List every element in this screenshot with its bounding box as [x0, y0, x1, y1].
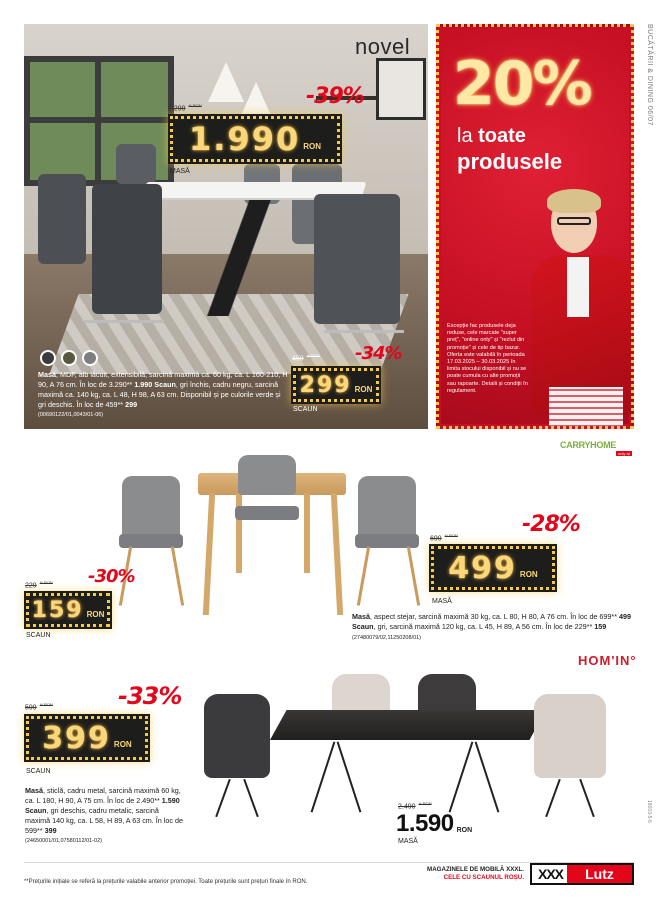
s2-chair-old-price: 229 $^{** RON}$ [25, 580, 53, 590]
hero-product-description: Masă, MDF, alb lăcuit, extensibilă, sarcină maximă ca. 60 kg, ca. L 160-210, H 90, A 76 cm. În loc de 3.290** 1.990 Scaun, gri închis, cadru negru, sarcină maximă ca. 140 kg, ca. L 48, H 98, A 63 cm. Disponibil și pe culorile verde și gri deschis. În loc de 459** 299 (00690122/01,0043/01-06) [38, 370, 288, 418]
dining-chair-grey [314, 194, 400, 324]
chair-label: SCAUN [293, 406, 318, 413]
s2-table-old-price: 699 $^{** RON}$ [430, 533, 458, 543]
s3-chair-discount-badge: -33% [118, 682, 182, 710]
grey-chair-right [358, 476, 416, 538]
table-label: MASĂ [170, 168, 190, 175]
wall-picture [376, 58, 426, 120]
glasses-icon [557, 217, 591, 225]
grey-chair-left [122, 476, 180, 538]
table-discount-badge: -39% [306, 84, 364, 109]
s3-table-price-block: 1.590 RON [396, 810, 473, 837]
beige-armchair-right [534, 694, 606, 778]
brand-carryhome: CARRYHOME [560, 440, 616, 450]
xxxlutz-logo: XXX Lutz [530, 863, 634, 885]
section-header-vertical: BUCĂTĂRII & DINING 06/07 [646, 24, 653, 126]
chair-old-price: 459 $^{** RON}$ [292, 353, 320, 363]
glass-dining-table [270, 710, 546, 740]
brand-carryhome-badge: only at [618, 451, 630, 456]
chair-price-tag: 299 RON [293, 368, 379, 402]
s3-chair-price-tag: 399 RON [26, 716, 148, 760]
s2-table-discount-badge: -28% [522, 512, 580, 537]
grey-chair-back [238, 455, 296, 495]
s2-product-description: Masă, aspect stejar, sarcină maximă 30 kg, ca. L 80, H 80, A 76 cm. În loc de 699** 499 Scaun, gri, sarcină maximă 120 kg, ca. L 45, H 89, A 56 cm. În loc de 229** 159 (27480079/02,11250208/01) [352, 612, 632, 641]
table-old-price: 3.299 $^{** RON}$ [168, 103, 202, 113]
chair-discount-badge: -34% [355, 343, 402, 364]
price-footnote: **Prețurile inițiale se referă la prețurile valabile anterior promoției. Toate prețurile sunt prețuri finale în RON. [24, 879, 308, 885]
table-price-tag: 1.990 RON [170, 116, 340, 162]
s3-chair-price: 399 [42, 720, 111, 756]
s3-table-old-price: 2.490 $^{** RON}$ [398, 801, 432, 811]
s2-chair-price-tag: 159 RON [26, 593, 110, 627]
brand-homin: HOM'IN° [578, 653, 637, 668]
s2-table-price-tag: 499 RON [431, 546, 555, 590]
s2-table-price: 499 [448, 550, 517, 586]
document-code: 18003-5-6 [646, 800, 652, 823]
s3-product-description: Masă, sticlă, cadru metal, sarcină maximă 60 kg, ca. L 180, H 90, A 75 cm. În loc de 2.490** 1.590 Scaun, gri deschis, cadru metalic, sarcină maximă 140 kg, ca. L 58, H 89, A 63 cm. În loc de 599** 399 (24650001/01,07580112/01-02) [25, 786, 183, 844]
swatch-green [61, 350, 77, 366]
brand-novel: novel [355, 34, 411, 59]
s2-chair-discount-badge: -30% [88, 566, 135, 587]
swatch-dark-grey [40, 350, 56, 366]
color-swatches [40, 350, 98, 366]
promo-fine-print: Excepție fac produsele deja reduse, cele marcate "super preț", "online only" și "rezlut din promoție" și cele de tip bazar. Oferta este valabilă în perioada 17.03.2025 – 30.03.2025 în limita stocului disponibil și nu se poate cumula cu alte promoții sau rapoarte. Detalii și condiții în regulament. [447, 323, 528, 394]
footer-slogan: MAGAZINELE DE MOBILĂ XXXL. CELE CU SCAUNUL ROȘU. [427, 866, 524, 881]
s3-table-price: 1.590 [396, 810, 454, 837]
s2-table-label: MASĂ [432, 598, 452, 605]
promo-percent: 20% [453, 49, 591, 119]
promo-banner [436, 24, 634, 429]
s3-chair-label: SCAUN [26, 768, 51, 775]
swatch-light-grey [82, 350, 98, 366]
chair-price: 299 [299, 372, 352, 398]
dining-chair-dark [92, 184, 162, 314]
s2-chair-label: SCAUN [26, 632, 51, 639]
table-price: 1.990 [189, 120, 301, 158]
table-leg [194, 196, 284, 316]
s3-table-label: MASĂ [398, 838, 418, 845]
s3-chair-old-price: 599 $^{** RON}$ [25, 702, 53, 712]
promo-headline-line1: la toate [457, 125, 526, 147]
dark-armchair-left [204, 694, 270, 778]
promo-headline-line2: produsele [457, 149, 563, 174]
s2-chair-price: 159 [31, 597, 84, 623]
